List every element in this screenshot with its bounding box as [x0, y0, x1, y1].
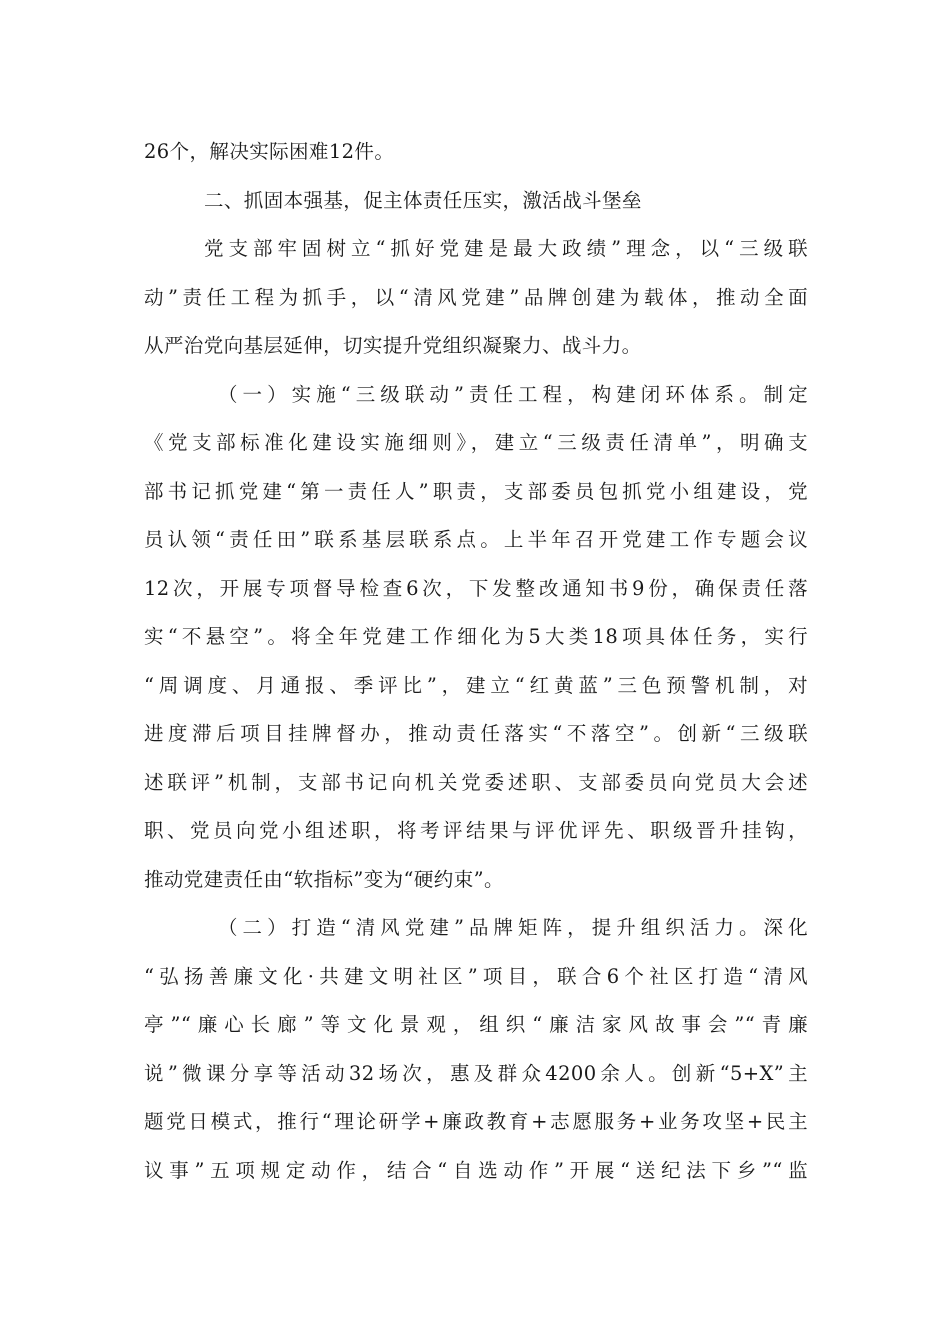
paragraph-line: 党支部牢固树立“抓好党建是最大政绩”理念，以“三级联 [204, 237, 808, 260]
paragraph-line: 议事”五项规定动作，结合“自选动作”开展“送纪法下乡”“监 [144, 1158, 808, 1182]
paragraph-line: 推动党建责任由“软指标”变为“硬约束”。 [144, 867, 504, 891]
paragraph-line: 进度滞后项目挂牌督办，推动责任落实“不落空”。创新“三级联 [144, 722, 808, 745]
paragraph-line: 《党支部标准化建设实施细则》，建立“三级责任清单”，明确支 [144, 431, 808, 454]
paragraph-line: 题党日模式，推行“理论研学+廉政教育+志愿服务+业务攻坚+民主 [144, 1110, 808, 1133]
paragraph-line: 员认领“责任田”联系基层联系点。上半年召开党建工作专题会议 [144, 528, 808, 551]
paragraph-line: 从严治党向基层延伸，切实提升党组织凝聚力、战斗力。 [144, 334, 642, 357]
paragraph-line: “周调度、月通报、季评比”，建立“红黄蓝”三色预警机制，对 [144, 673, 808, 697]
paragraph-line: “弘扬善廉文化·共建文明社区”项目，联合6个社区打造“清风 [144, 964, 808, 988]
paragraph-line: 部书记抓党建“第一责任人”职责，支部委员包抓党小组建设，党 [144, 479, 808, 503]
paragraph-line: 12次，开展专项督导检查6次，下发整改通知书9份，确保责任落 [144, 576, 808, 600]
paragraph-line: 动”责任工程为抓手，以“清风党建”品牌创建为载体，推动全面 [144, 285, 808, 309]
paragraph-line: 述联评”机制，支部书记向机关党委述职、支部委员向党员大会述 [144, 770, 808, 794]
paragraph-line: 亭”“廉心长廊”等文化景观，组织“廉洁家风故事会”“青廉 [144, 1013, 808, 1036]
paragraph-line: 26个，解决实际困难12件。 [144, 140, 395, 163]
paragraph-line: 职、党员向党小组述职，将考评结果与评优评先、职级晋升挂钩， [144, 819, 808, 842]
subsection-heading-line: （一）实施“三级联动”责任工程，构建闭环体系。制定 [218, 382, 808, 406]
subsection-heading-line: （二）打造“清风党建”品牌矩阵，提升组织活力。深化 [218, 916, 808, 939]
paragraph-line: 说”微课分享等活动32场次，惠及群众4200余人。创新“5+X”主 [144, 1061, 808, 1085]
paragraph-line: 实“不悬空”。将全年党建工作细化为5大类18项具体任务，实行 [144, 625, 808, 648]
document-body [144, 128, 808, 1195]
section-heading: 二、抓固本强基，促主体责任压实，激活战斗堡垒 [204, 188, 642, 212]
